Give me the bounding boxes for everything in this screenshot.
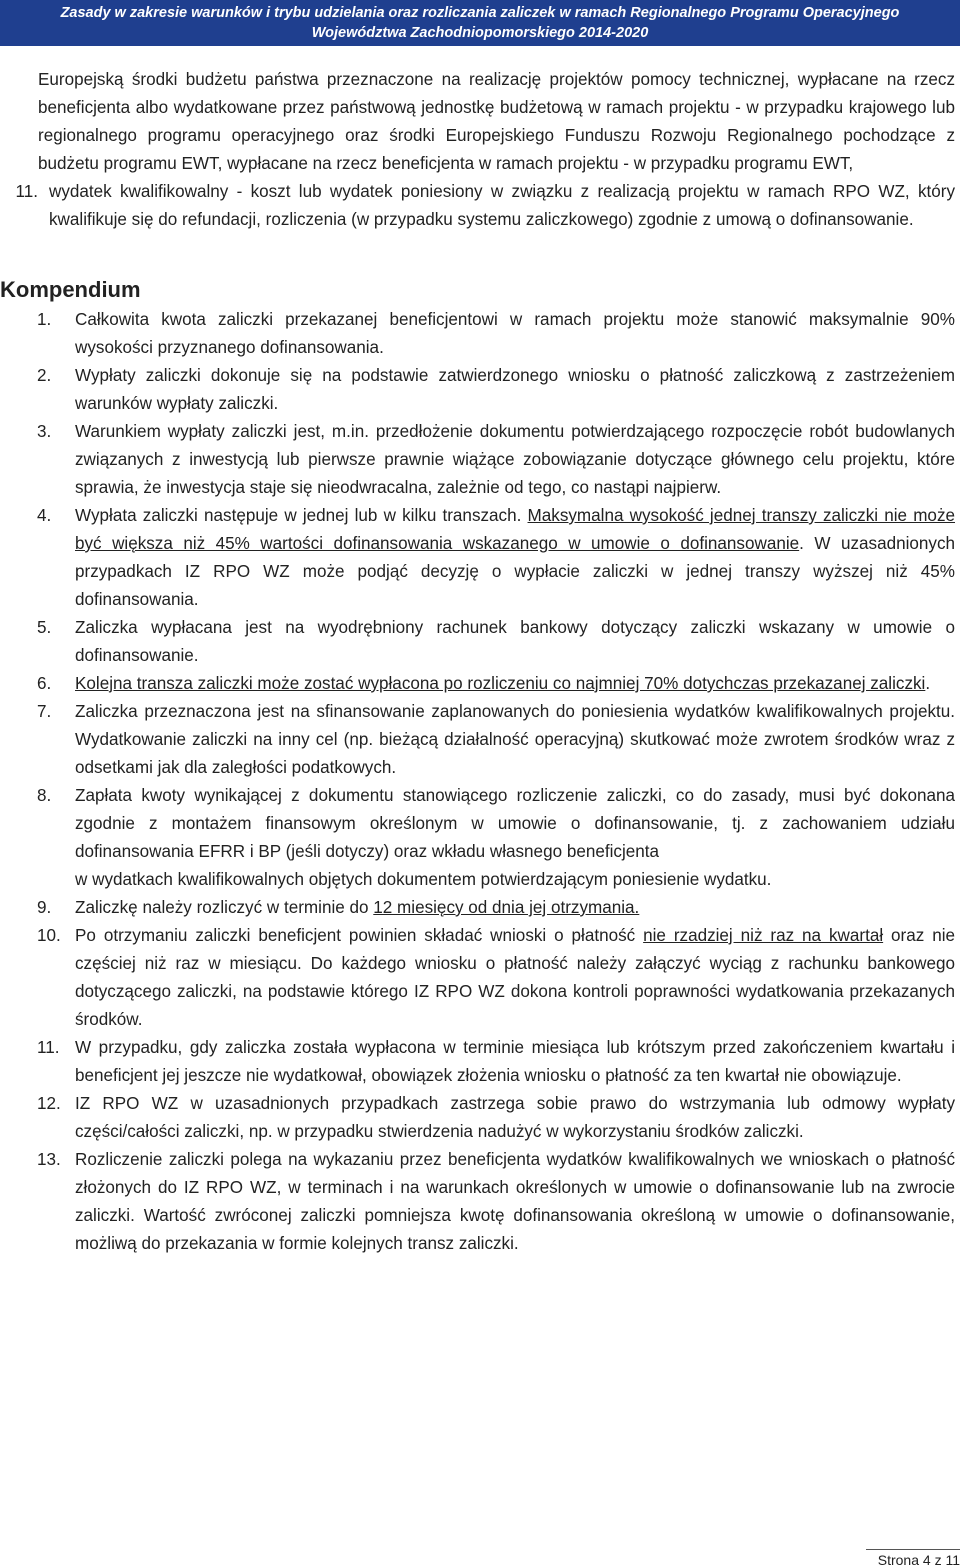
list-item-text: Zaliczka przeznaczona jest na sfinansowanie zaplanowanych do poniesienia wydatków kwalifikowalnych projektu. Wydatkowanie zaliczki na inny cel (np. bieżącą działalność operacyjną) skutkować może zwrotem środków wraz z odsetkami jak dla zaległości podatkowych. bbox=[75, 702, 955, 777]
list-item bbox=[0, 782, 960, 894]
definition-item-10 bbox=[0, 66, 960, 178]
underlined-text: Kolejna transza zaliczki może zostać wypłacona po rozliczeniu co najmniej 70% dotychczas przekazanej zaliczki bbox=[75, 674, 926, 693]
list-item-number: 12. bbox=[37, 1094, 61, 1113]
text-run: Zapłata kwoty wynikającej z dokumentu stanowiącego rozliczenie zaliczki, co do zasady, musi być dokonana zgodnie z montażem finansowym określonym w umowie o dofinansowanie, tj. z zachowaniem udziału dofinansowania EFRR i BP (jeśli dotyczy) oraz wkładu własnego beneficjenta bbox=[75, 786, 955, 861]
text-run: oraz nie częściej niż raz w miesiącu. Do każdego wniosku o płatność należy załączyć wyciąg z rachunku bankowego dotyczącego zaliczki, na podstawie którego IZ RPO WZ dokona kontroli poprawności wydatkowania przekazanych środków. bbox=[75, 926, 956, 1029]
definition-number: 11. bbox=[15, 182, 38, 201]
document-header bbox=[0, 0, 960, 46]
list-item bbox=[0, 1090, 960, 1146]
list-item-number: 6. bbox=[37, 674, 52, 693]
text-run: Po otrzymaniu zaliczki beneficjent powinien składać wnioski o płatność bbox=[75, 926, 644, 945]
list-item-number: 5. bbox=[37, 618, 52, 637]
definition-text: Europejską środki budżetu państwa przeznaczone na realizację projektów pomocy technicznej, wypłacane na rzecz beneficjenta albo wydatkowane przez państwową jednostkę budżetową w ramach projektu - w przypadku krajowego lub regionalnego programu operacyjnego oraz środki Europejskiego Funduszu Rozwoju Regionalnego pochodzące z budżetu programu EWT, wypłacane na rzecz beneficjenta w ramach projektu - w przypadku programu EWT, bbox=[38, 70, 955, 173]
list-item-number: 9. bbox=[37, 898, 52, 917]
spacer bbox=[0, 234, 960, 274]
list-item-text: W przypadku, gdy zaliczka została wypłacona w terminie miesiąca lub krótszym przed zakończeniem kwartału i beneficjent jej jeszcze nie wydatkował, obowiązek złożenia wniosku o płatność za ten kwartał nie obowiązuje. bbox=[75, 1038, 955, 1085]
list-item-text: Warunkiem wypłaty zaliczki jest, m.in. przedłożenie dokumentu potwierdzającego rozpoczęcie robót budowlanych związanych z inwestycją lub pierwsze prawnie wiążące zobowiązanie dotyczące głównego celu projektu, które sprawia, że inwestycja staje się nieodwracalna, zależnie od tego, co nastąpi najpierw. bbox=[75, 422, 955, 497]
list-item bbox=[0, 894, 960, 922]
list-item bbox=[0, 362, 960, 418]
underlined-text: 12 miesięcy od dnia jej otrzymania. bbox=[373, 898, 640, 917]
list-item bbox=[0, 670, 960, 698]
text-run: w wydatkach kwalifikowalnych objętych dokumentem potwierdzającym poniesienie wydatku. bbox=[75, 870, 772, 889]
list-item bbox=[0, 922, 960, 1034]
list-item bbox=[0, 502, 960, 614]
list-item-text bbox=[54, 922, 960, 1034]
underlined-text: Maksymalna wysokość jednej transzy zaliczki nie może być większa niż 45% wartości dofinansowania wskazanego w umowie o dofinansowanie bbox=[75, 506, 955, 553]
list-item-number: 3. bbox=[37, 422, 52, 441]
page-content bbox=[0, 66, 960, 1258]
list-item-text: Całkowita kwota zaliczki przekazanej beneficjentowi w ramach projektu może stanowić maksymalnie 90% wysokości przyznanego dofinansowania. bbox=[75, 310, 955, 357]
list-item bbox=[0, 698, 960, 782]
list-item-text bbox=[54, 894, 960, 922]
list-item-number: 11. bbox=[37, 1038, 60, 1057]
header-title-line-2: Województwa Zachodniopomorskiego 2014-2020 bbox=[311, 25, 649, 41]
definition-text: wydatek kwalifikowalny - koszt lub wydatek poniesiony w związku z realizacją projektu w ramach RPO WZ, który kwalifikuje się do refundacji, rozliczenia (w przypadku systemu zaliczkowego) zgodnie z umową o dofinansowanie. bbox=[49, 182, 955, 229]
kompendium-list bbox=[0, 306, 960, 1258]
list-item-text bbox=[54, 670, 960, 698]
page-number: Strona 4 z 11 bbox=[877, 1552, 960, 1568]
list-item-text bbox=[54, 782, 960, 894]
definition-item-11 bbox=[0, 178, 960, 234]
list-item-number: 4. bbox=[37, 506, 52, 525]
list-item-number: 1. bbox=[37, 310, 52, 329]
text-run: . bbox=[925, 674, 931, 693]
list-item-number: 10. bbox=[37, 926, 61, 945]
text-run: Zaliczkę należy rozliczyć w terminie do bbox=[75, 898, 374, 917]
list-item-text: Zaliczka wypłacana jest na wyodrębniony rachunek bankowy dotyczący zaliczki wskazany w umowie o dofinansowanie. bbox=[75, 618, 955, 665]
list-item bbox=[0, 1146, 960, 1258]
list-item-text: Wypłaty zaliczki dokonuje się na podstawie zatwierdzonego wniosku o płatność zaliczkową z zastrzeżeniem warunków wypłaty zaliczki. bbox=[75, 366, 955, 413]
list-item-number: 13. bbox=[37, 1150, 61, 1169]
list-item-text: Rozliczenie zaliczki polega na wykazaniu przez beneficjenta wydatków kwalifikowalnych we wnioskach o płatność złożonych do IZ RPO WZ, w terminach i na warunkach określonych w umowie o dofinansowanie lub na zwrocie zaliczki. Wartość zwróconej zaliczki pomniejsza kwotę dofinansowania określoną w umowie o dofinansowanie, możliwą do przekazania w formie kolejnych transz zaliczki. bbox=[75, 1150, 955, 1253]
text-run: Wypłata zaliczki następuje w jednej lub w kilku transzach. bbox=[75, 506, 522, 525]
text-run: . W uzasadnionych przypadkach IZ RPO WZ może podjąć decyzję o wypłacie zaliczki w jednej transzy wyższej niż 45% dofinansowania. bbox=[75, 534, 956, 609]
footer-divider bbox=[866, 1549, 960, 1550]
list-item-number: 7. bbox=[37, 702, 52, 721]
list-item-text bbox=[54, 502, 960, 614]
list-item bbox=[0, 418, 960, 502]
list-item-number: 2. bbox=[37, 366, 52, 385]
section-heading: Kompendium bbox=[0, 277, 141, 302]
list-item-text: IZ RPO WZ w uzasadnionych przypadkach zastrzega sobie prawo do wstrzymania lub odmowy wypłaty części/całości zaliczki, np. w przypadku stwierdzenia nadużyć w wykorzystaniu środków zaliczki. bbox=[75, 1094, 955, 1141]
list-item bbox=[0, 1034, 960, 1090]
list-item bbox=[0, 614, 960, 670]
header-title-line-1: Zasady w zakresie warunków i trybu udzielania oraz rozliczania zaliczek w ramach Regionalnego Programu Operacyjnego bbox=[60, 5, 900, 21]
list-item bbox=[0, 306, 960, 362]
underlined-text: nie rzadziej niż raz na kwartał bbox=[643, 926, 884, 945]
list-item-number: 8. bbox=[37, 786, 52, 805]
